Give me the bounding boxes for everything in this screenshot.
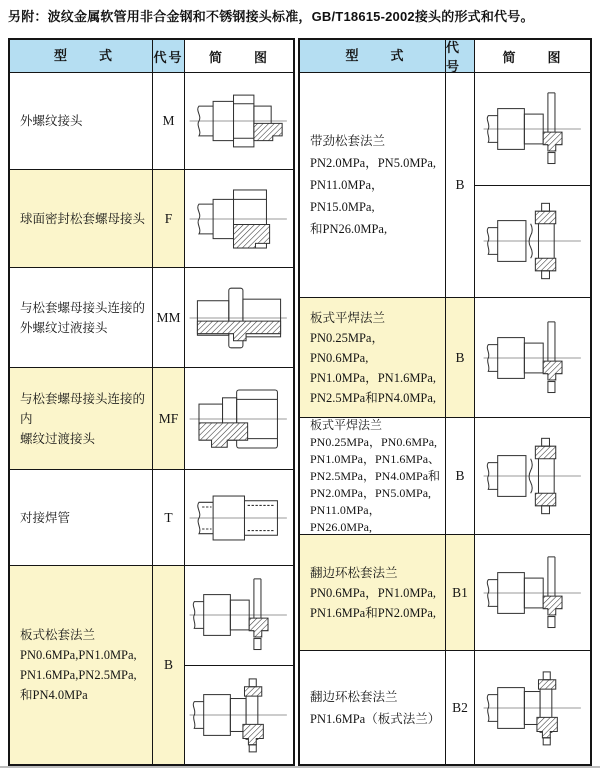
fitting-table-left (8, 38, 295, 766)
code-cell: M (152, 73, 185, 169)
type-cell: 翻边环松套法兰 PN1.6MPa（板式法兰） (310, 689, 441, 726)
code-cell: B1 (445, 535, 475, 650)
table-row (10, 367, 293, 469)
type-cell: 板式平焊法兰 PN0.25MPa，PN0.6MPa, PN1.0MPa，PN1.6MPa, PN2.5MPa和PN4.0MPa, (300, 298, 445, 417)
male-thread-fitting-icon (188, 81, 290, 161)
type-cell: 球面密封松套螺母接头 (10, 170, 152, 267)
diagram-cell (185, 368, 293, 469)
flanged-ring-plate-flange-icon (482, 662, 584, 754)
header-code: 代号 (445, 40, 475, 72)
flat-weld-neck-flange-icon (482, 430, 584, 522)
header-type: 型 式 (345, 48, 406, 63)
diagram-cell (475, 298, 590, 417)
table-row (10, 267, 293, 367)
diagram-cell (185, 73, 293, 169)
code-cell: B (445, 298, 475, 417)
diagram-cell (185, 268, 293, 367)
flanged-ring-loose-flange-icon (482, 547, 584, 639)
plate-loose-flange-icon (188, 569, 290, 661)
table-row (10, 469, 293, 565)
code-cell: B2 (445, 651, 475, 764)
table-row (300, 417, 590, 534)
diagram-cell (185, 470, 293, 565)
header-code: 代号 (152, 40, 185, 72)
table-row (300, 534, 590, 650)
diagram-cell (475, 651, 590, 764)
diagram-cell (185, 566, 293, 764)
type-cell: 外螺纹接头 (20, 114, 83, 128)
code-cell: B (445, 73, 475, 297)
flat-weld-plate-flange-icon (482, 312, 584, 404)
lapped-collar-flange-icon (188, 669, 290, 761)
type-cell: 板式平焊法兰 PN0.25MPa，PN0.6MPa, PN1.0MPa，PN1.6MPa、 PN2.5MPa，PN4.0MPa和 PN2.0MPa，PN5.0MPa, PN11.0MPa，PN26.0MPa, (310, 417, 441, 534)
diagram-cell (475, 418, 590, 534)
type-cell: 与松套螺母接头连接的 外螺纹过液接头 (20, 300, 146, 335)
code-cell: F (152, 170, 185, 267)
table-row (10, 169, 293, 267)
header-diagram: 简 图 (185, 40, 293, 72)
header-type: 型 式 (53, 48, 114, 63)
neck-loose-flange-icon (482, 195, 584, 287)
fitting-table-right (298, 38, 592, 766)
plate-loose-flange-icon (482, 83, 584, 175)
page-title: 另附：波纹金属软管用非合金钢和不锈钢接头标准，GB/T18615-2002接头的形式和代号。 (8, 9, 534, 24)
table-header (300, 40, 590, 72)
loose-nut-fitting-icon (188, 179, 290, 259)
diagram-cell (475, 535, 590, 650)
diagram-cell (475, 73, 590, 297)
table-row (10, 565, 293, 764)
male-male-adapter-icon (188, 278, 290, 358)
table-header (10, 40, 293, 72)
code-cell: T (152, 470, 185, 565)
code-cell: MF (152, 368, 185, 469)
type-cell: 翻边环松套法兰 PN0.6MPa，PN1.0MPa, PN1.6MPa和PN2.0MPa, (300, 535, 445, 650)
diagram-cell (185, 170, 293, 267)
table-row (10, 72, 293, 169)
type-cell: 板式松套法兰 PN0.6MPa,PN1.0MPa, PN1.6MPa,PN2.5MPa, 和PN4.0MPa (10, 566, 152, 764)
table-row (300, 650, 590, 764)
code-cell: MM (152, 268, 185, 367)
butt-weld-tube-icon (188, 478, 290, 558)
male-female-adapter-icon (188, 379, 290, 459)
type-cell: 带劲松套法兰 PN2.0MPa，PN5.0MPa, PN11.0MPa，PN15.0MPa, 和PN26.0MPa, (310, 134, 437, 236)
table-row (300, 72, 590, 297)
type-cell: 对接焊管 (20, 510, 71, 525)
type-cell: 与松套螺母接头连接的内 螺纹过渡接头 (10, 368, 152, 469)
code-cell: B (152, 566, 185, 764)
header-diagram: 简 图 (475, 40, 590, 72)
code-cell: B (445, 418, 475, 534)
table-row (300, 297, 590, 417)
